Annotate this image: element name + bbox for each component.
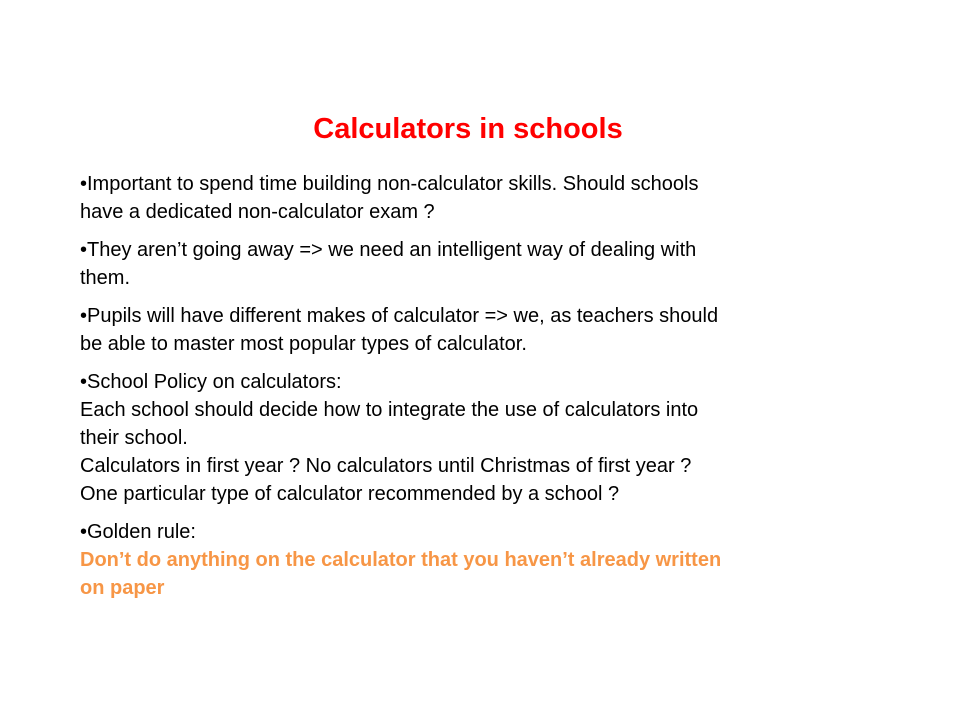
- bullet-text-line: •Pupils will have different makes of calculator => we, as teachers should: [80, 305, 719, 327]
- bullet-text-line: their school.: [80, 427, 188, 449]
- bullet-text-line: Calculators in first year ? No calculators until Christmas of first year ?: [80, 455, 692, 477]
- bullet-golden-rule: [80, 518, 870, 602]
- bullet-text-line: Each school should decide how to integrate the use of calculators into: [80, 399, 699, 421]
- golden-rule-text: Don’t do anything on the calculator that you haven’t already written: [80, 549, 722, 571]
- bullet-text-line: them.: [80, 267, 131, 289]
- bullet-text-line: One particular type of calculator recommended by a school ?: [80, 483, 620, 505]
- bullet-text-line: •School Policy on calculators:: [80, 371, 342, 393]
- bullet-text-line: be able to master most popular types of calculator.: [80, 333, 527, 355]
- bullet-text-line: •Golden rule:: [80, 521, 196, 543]
- golden-rule-text: on paper: [80, 577, 165, 599]
- slide-body: [80, 170, 870, 612]
- bullet-not-going-away: [80, 236, 870, 292]
- bullet-text-line: •They aren’t going away => we need an intelligent way of dealing with: [80, 239, 697, 261]
- bullet-non-calculator-skills: [80, 170, 870, 226]
- bullet-school-policy: [80, 368, 870, 508]
- bullet-different-makes: [80, 302, 870, 358]
- slide-title: Calculators in schools: [313, 113, 623, 145]
- bullet-text-line: •Important to spend time building non-calculator skills. Should schools: [80, 173, 699, 195]
- bullet-text-line: have a dedicated non-calculator exam ?: [80, 201, 435, 223]
